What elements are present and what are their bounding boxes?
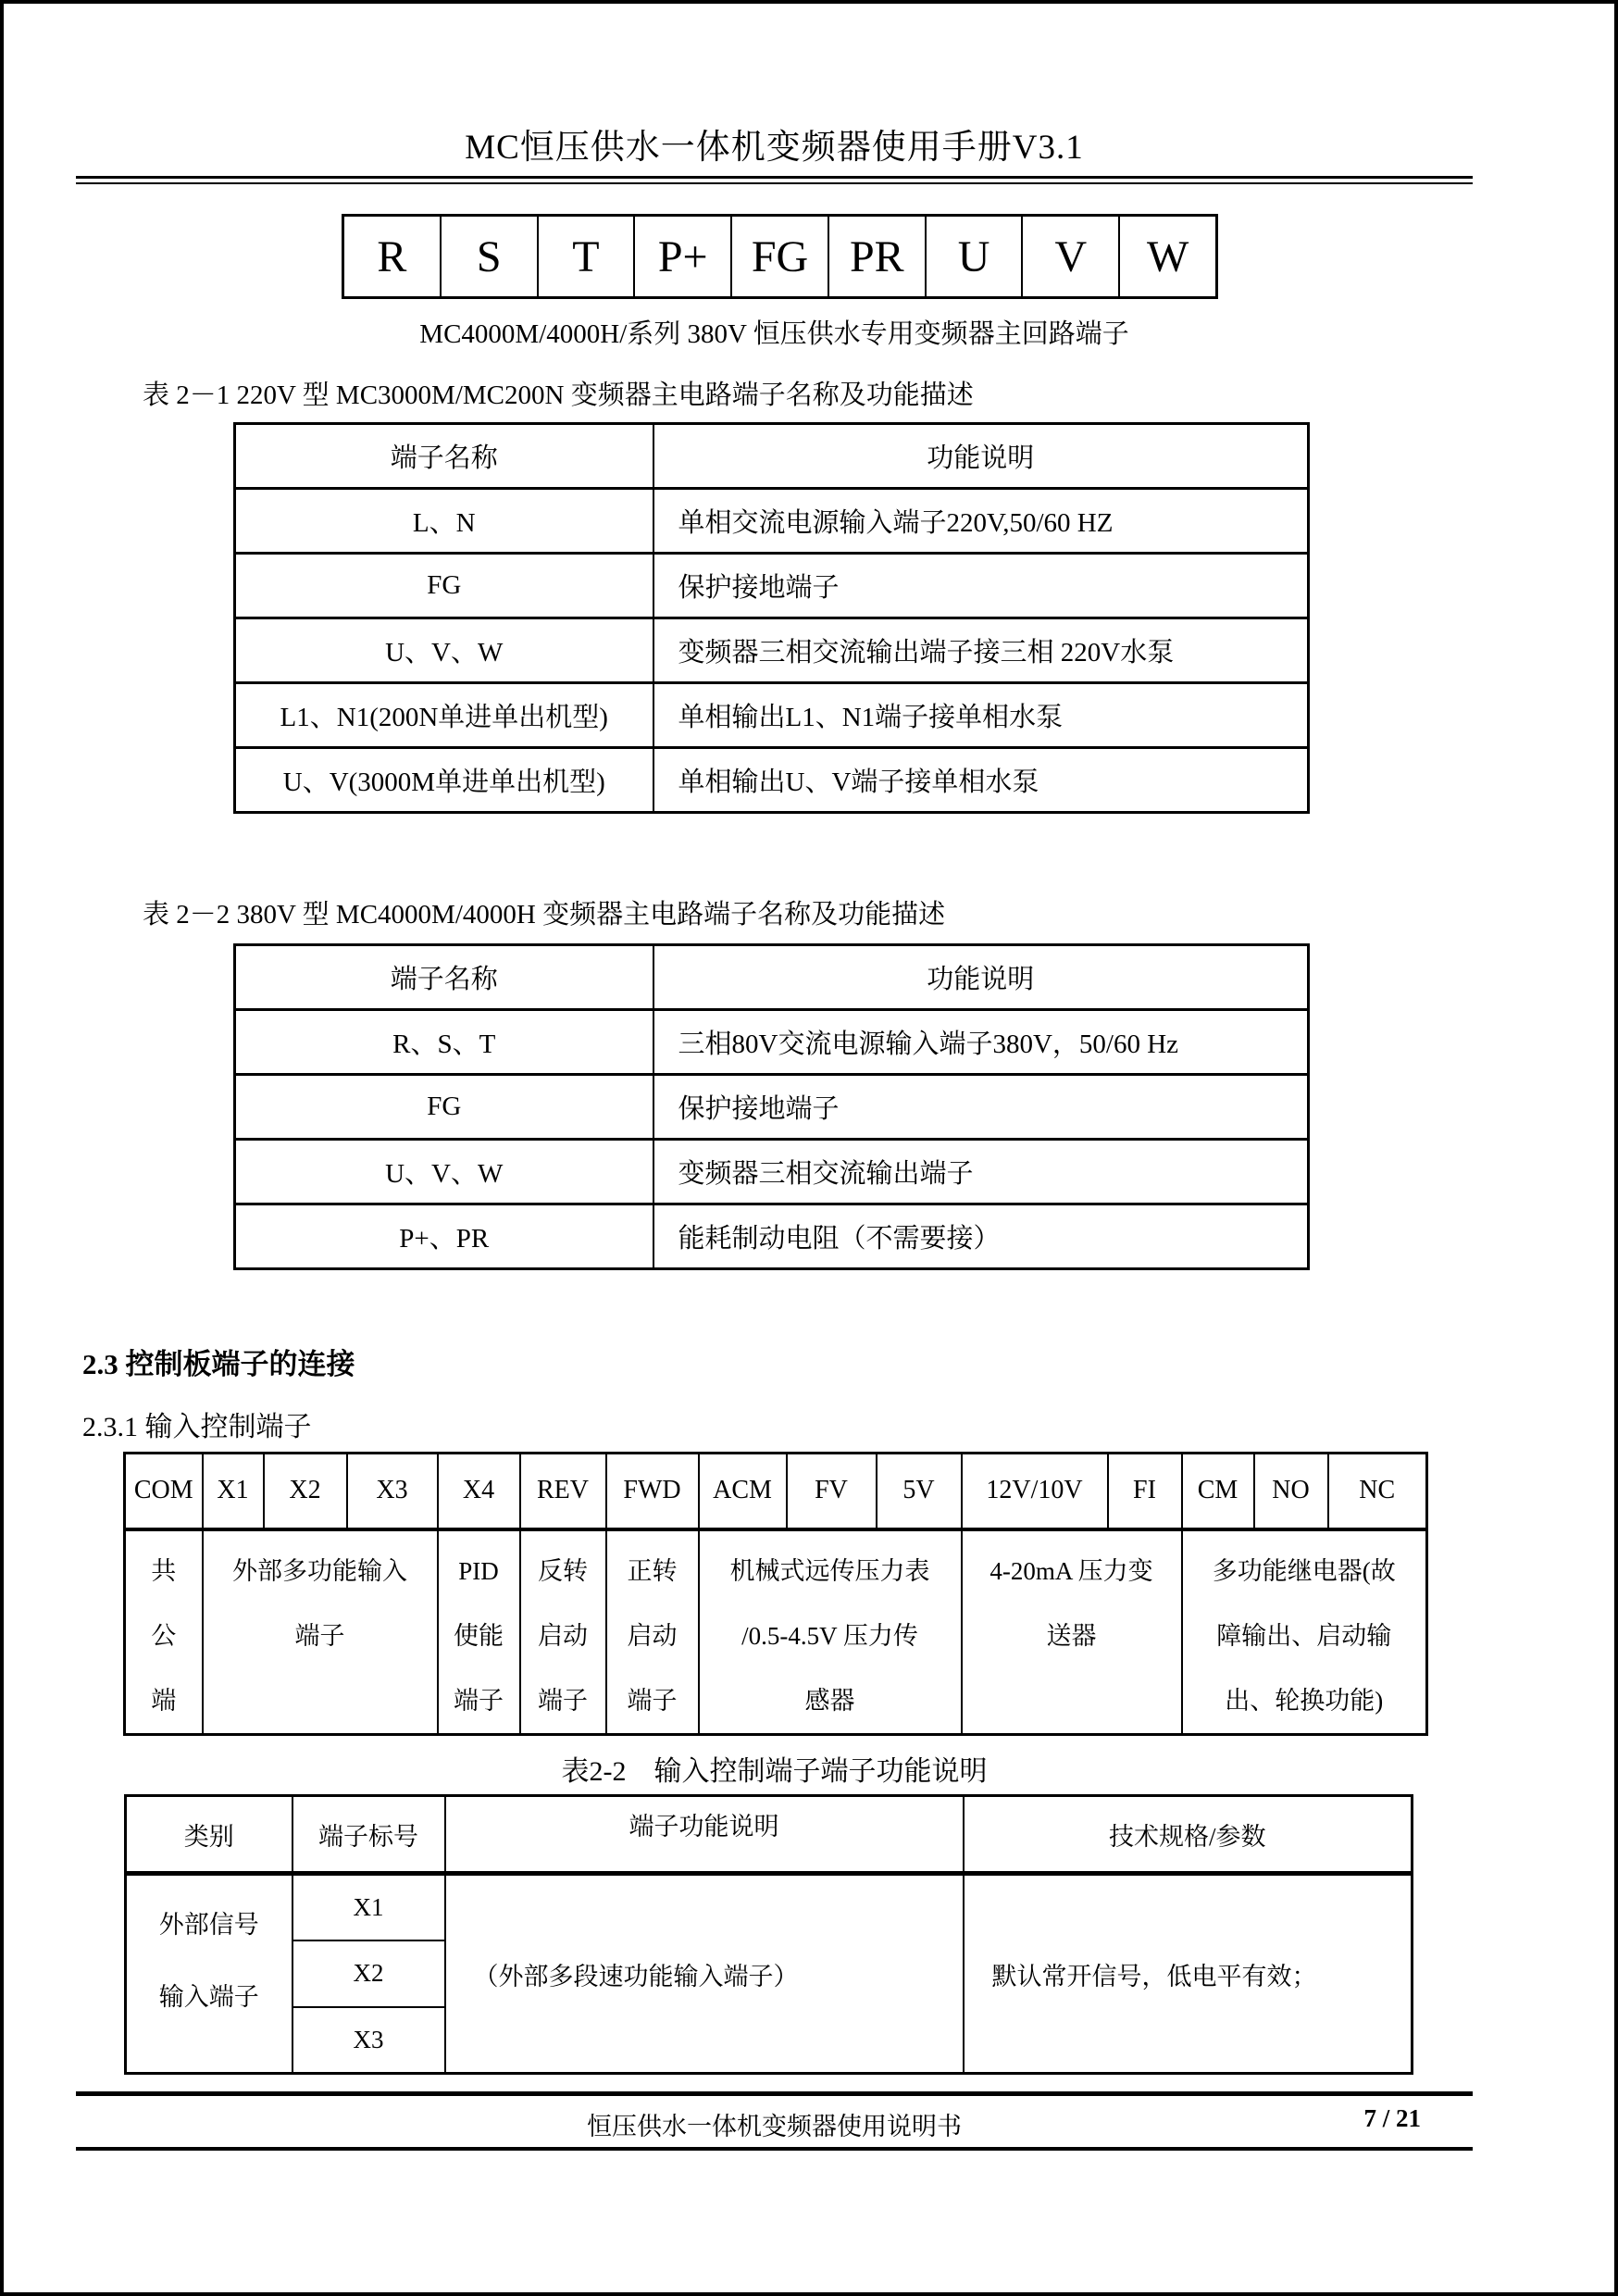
terminal-label-nc: NC [1328, 1454, 1427, 1529]
terminal-strip-caption: MC4000M/4000H/系列 380V 恒压供水专用变频器主回路端子 [419, 319, 1129, 349]
io-function-table [124, 1794, 1413, 2075]
column-header-terminal-id: 端子标号 [292, 1796, 445, 1874]
terminal-label-no: NO [1254, 1454, 1328, 1529]
io-terminal-id-x1: X1 [292, 1874, 445, 1940]
control-terminal-description-row [125, 1529, 1427, 1735]
terminal-name: FG [235, 554, 653, 618]
footer-doc-name: 恒压供水一体机变频器使用说明书 [587, 2113, 962, 2140]
terminal-label-fwd: FWD [606, 1454, 699, 1529]
terminal-function: 保护接地端子 [653, 1075, 1309, 1140]
terminal-cell-r: R [377, 231, 407, 281]
control-terminal-header-row [125, 1454, 1427, 1529]
terminal-function: 能耗制动电阻（不需要接） [653, 1204, 1309, 1269]
main-circuit-terminal-strip [342, 214, 1218, 299]
terminal-cell-fg: FG [730, 217, 828, 296]
table-2-1 [233, 422, 1310, 814]
terminal-function: 变频器三相交流输出端子 [653, 1140, 1309, 1204]
terminal-function: 单相交流电源输入端子220V,50/60 HZ [653, 489, 1309, 554]
terminal-function: 三相80V交流电源输入端子380V，50/60 Hz [653, 1010, 1309, 1075]
terminal-cell-u: U [925, 217, 1022, 296]
terminal-cell-t: T [537, 217, 634, 296]
table-row [126, 1874, 1413, 1940]
table-2-2-title: 表 2－2 380V 型 MC4000M/4000H 变频器主电路端子名称及功能描述 [143, 900, 946, 930]
terminal-cell-pr: PR [828, 217, 925, 296]
input-control-terminal-table [123, 1452, 1428, 1736]
io-category: 外部信号 输入端子 [126, 1874, 292, 2074]
terminal-function: 单相输出U、V端子接单相水泵 [653, 748, 1309, 813]
terminal-name: U、V、W [235, 618, 653, 683]
io-terminal-id-x3: X3 [292, 2007, 445, 2074]
column-header-function-desc: 端子功能说明 [445, 1796, 964, 1874]
desc-pressure-transmitter: 4-20mA 压力变 送器 [962, 1529, 1182, 1735]
io-table-caption: 表2-2 输入控制端子端子功能说明 [561, 1756, 988, 1787]
column-header-category: 类别 [126, 1796, 292, 1874]
terminal-label-fi: FI [1108, 1454, 1182, 1529]
table-2-2 [233, 943, 1310, 1270]
terminal-name: R、S、T [235, 1010, 653, 1075]
terminal-function: 单相输出L1、N1端子接单相水泵 [653, 683, 1309, 748]
desc-pressure-gauge: 机械式远传压力表 /0.5-4.5V 压力传 感器 [699, 1529, 962, 1735]
io-function-desc: （外部多段速功能输入端子） [445, 1874, 964, 2074]
terminal-function: 变频器三相交流输出端子接三相 220V水泵 [653, 618, 1309, 683]
terminal-label-acm: ACM [699, 1454, 787, 1529]
terminal-cell-w: W [1118, 217, 1215, 296]
terminal-label-5v: 5V [877, 1454, 962, 1529]
desc-pid-enable: PID 使能 端子 [438, 1529, 520, 1735]
footer-page-number: 7 / 21 [1363, 2104, 1421, 2132]
terminal-cell-v: V [1021, 217, 1118, 296]
section-2-3-1-subheading: 2.3.1 输入控制端子 [82, 1412, 312, 1442]
desc-multifunction-input: 外部多功能输入 端子 [203, 1529, 438, 1735]
table-row [235, 748, 1309, 813]
column-header-terminal-name: 端子名称 [235, 424, 653, 489]
terminal-label-x3: X3 [347, 1454, 438, 1529]
footer-divider-top [76, 2091, 1473, 2096]
terminal-label-com: COM [125, 1454, 203, 1529]
terminal-name: FG [235, 1075, 653, 1140]
terminal-function: 保护接地端子 [653, 554, 1309, 618]
column-header-spec: 技术规格/参数 [964, 1796, 1413, 1874]
table-row [235, 683, 1309, 748]
table-row [235, 489, 1309, 554]
io-table-header-row [126, 1796, 1413, 1874]
table-row [235, 554, 1309, 618]
table-row [235, 1204, 1309, 1269]
table-row [235, 1010, 1309, 1075]
table-2-1-title: 表 2－1 220V 型 MC3000M/MC200N 变频器主电路端子名称及功能描述 [143, 381, 974, 410]
terminal-label-rev: REV [520, 1454, 606, 1529]
section-2-3-heading: 2.3 控制板端子的连接 [82, 1348, 355, 1380]
table-row [235, 618, 1309, 683]
table-row [235, 945, 1309, 1010]
table-row [235, 1140, 1309, 1204]
terminal-name: U、V、W [235, 1140, 653, 1204]
terminal-label-x2: X2 [264, 1454, 347, 1529]
footer-divider-bottom [76, 2147, 1473, 2151]
column-header-terminal-name: 端子名称 [235, 945, 653, 1010]
terminal-name: U、V(3000M单进单出机型) [235, 748, 653, 813]
desc-forward-start: 正转 启动 端子 [606, 1529, 699, 1735]
terminal-label-fv: FV [787, 1454, 877, 1529]
terminal-name: P+、PR [235, 1204, 653, 1269]
terminal-label-12v10v: 12V/10V [962, 1454, 1108, 1529]
title-divider [76, 176, 1473, 184]
terminal-name: L1、N1(200N单进单出机型) [235, 683, 653, 748]
terminal-cell-s: S [440, 217, 537, 296]
terminal-name: L、N [235, 489, 653, 554]
table-row [235, 424, 1309, 489]
terminal-label-x4: X4 [438, 1454, 520, 1529]
io-spec: 默认常开信号，低电平有效； [964, 1874, 1413, 2074]
desc-reverse-start: 反转 启动 端子 [520, 1529, 606, 1735]
terminal-label-cm: CM [1182, 1454, 1254, 1529]
desc-multifunction-relay: 多功能继电器(故 障输出、启动输 出、轮换功能) [1182, 1529, 1427, 1735]
column-header-function: 功能说明 [653, 424, 1309, 489]
column-header-function: 功能说明 [653, 945, 1309, 1010]
page-title: MC恒压供水一体机变频器使用手册V3.1 [465, 129, 1084, 167]
desc-common-terminal: 共 公 端 [125, 1529, 203, 1735]
io-terminal-id-x2: X2 [292, 1940, 445, 2007]
terminal-label-x1: X1 [203, 1454, 264, 1529]
terminal-cell-pplus: P+ [633, 217, 730, 296]
table-row [235, 1075, 1309, 1140]
